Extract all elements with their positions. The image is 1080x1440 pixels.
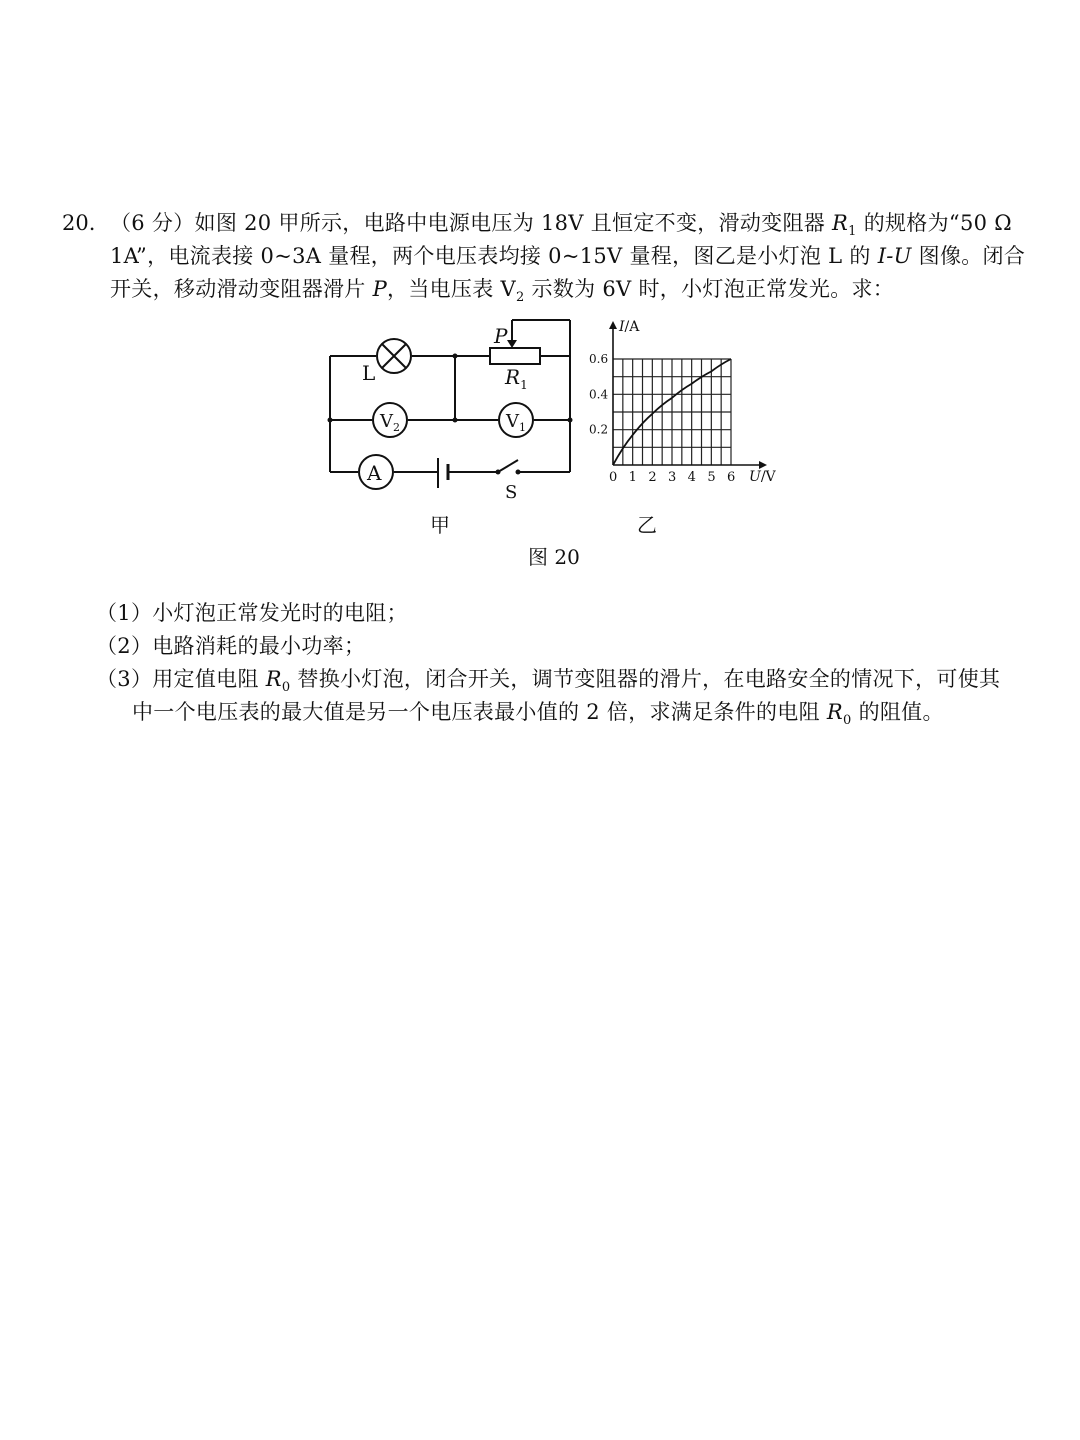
slider-arrow-head: [507, 340, 517, 348]
circuit-caption: 甲: [430, 513, 450, 537]
subquestion-2: （2）电路消耗的最小功率；: [96, 634, 366, 658]
x-tick-label: 6: [727, 470, 736, 485]
voltmeter-v2-label: $V_2$: [380, 411, 400, 434]
y-axis-label: I/A: [619, 319, 640, 335]
lamp-label: L: [362, 361, 376, 385]
y-tick-label: 0.6: [589, 352, 609, 366]
subquestion-3-line-2: 中一个电压表的最大值是另一个电压表最小值的 2 倍，求满足条件的电阻 $R_0$ 的阻值。: [132, 700, 944, 729]
switch-contact: [516, 470, 521, 475]
subquestion-3-line-1: （3）用定值电阻 $R_0$ 替换小灯泡，闭合开关，调节变阻器的滑片，在电路安全的情况下，可使其: [96, 667, 1001, 696]
switch-pivot: [496, 470, 501, 475]
x-tick-label: 5: [707, 470, 716, 485]
slider-label: P: [494, 324, 508, 348]
resistor-label: $R_1$: [505, 365, 528, 392]
question-number: 20.: [62, 211, 96, 235]
x-tick-label: 3: [668, 470, 677, 485]
x-tick-label: 0: [609, 470, 618, 485]
figure-20: [300, 300, 820, 590]
graph-caption: 乙: [637, 513, 657, 537]
junction-dot-left: [328, 418, 333, 423]
resistor-symbol: [490, 348, 540, 364]
circuit-diagram: [330, 320, 570, 489]
switch-blade: [498, 460, 518, 472]
junction-dot-mid: [453, 418, 458, 423]
voltmeter-v1-label: $V_1$: [506, 411, 526, 434]
ammeter-label: A: [367, 461, 382, 485]
junction-dot-right: [568, 418, 573, 423]
y-tick-label: 0.2: [589, 422, 609, 437]
question-text-line-3: 开关，移动滑动变阻器滑片 P，当电压表 $V_2$ 示数为 6V 时，小灯泡正常发光。求：: [110, 277, 895, 306]
iu-chart: [589, 319, 777, 485]
x-tick-label: 2: [648, 470, 657, 485]
junction-dot-top: [453, 354, 458, 359]
x-tick-label: 4: [687, 470, 696, 485]
switch-label: S: [505, 482, 518, 503]
x-axis-label: U/V: [749, 469, 776, 485]
y-tick-label: 0.4: [589, 387, 609, 402]
x-axis-arrow: [759, 461, 767, 469]
question-text-line-2: 1A”，电流表接 0~3A 量程，两个电压表均接 0~15V 量程，图乙是小灯泡 L 的 I-U 图像。闭合: [110, 244, 1026, 268]
subquestion-1: （1）小灯泡正常发光时的电阻；: [96, 601, 408, 625]
question-text-line-1: （6 分）如图 20 甲所示，电路中电源电压为 18V 且恒定不变，滑动变阻器 $R_1$ 的规格为“50 Ω: [110, 211, 1012, 240]
x-tick-label: 1: [628, 470, 637, 485]
y-axis-arrow: [609, 321, 617, 329]
figure-caption: 图 20: [528, 545, 580, 569]
